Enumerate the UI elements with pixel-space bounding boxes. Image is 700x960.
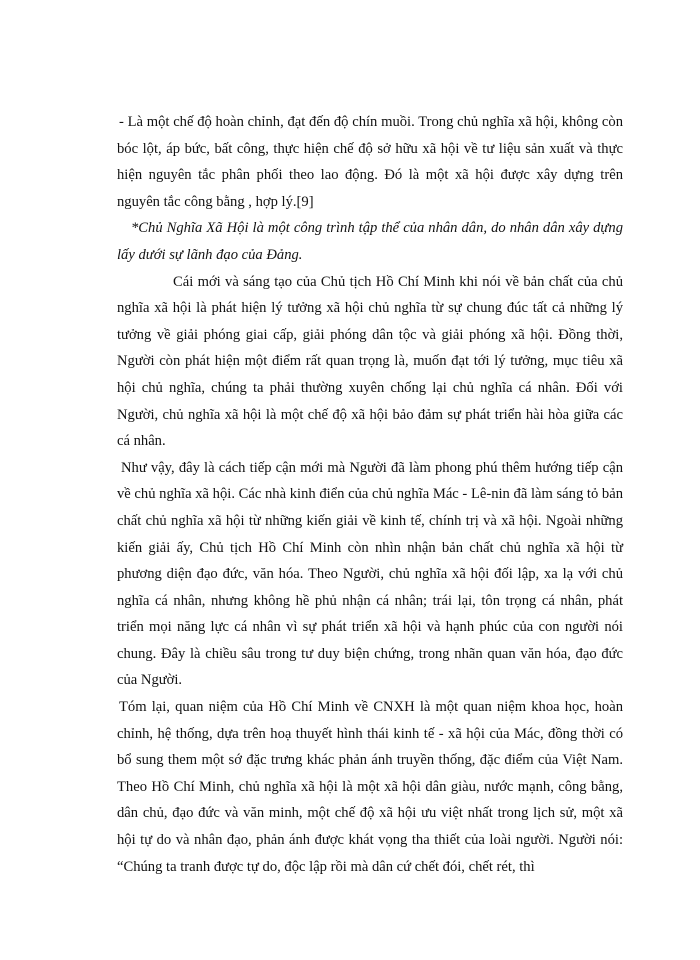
paragraph-2: Cái mới và sáng tạo của Chủ tịch Hồ Chí Minh khi nói về bản chất của chủ nghĩa xã hội là phát hiện lý tưởng xã hội chủ nghĩa từ sự chung đúc tất cả những lý tưởng về giải phóng giai cấp, giải phóng dân tộc và giải phóng xã hội. Đồng thời, Người còn phát hiện một điểm rất quan trọng là, muốn đạt tới lý tưởng, mục tiêu xã hội chủ nghĩa, chúng ta phải thường xuyên chống lại chủ nghĩa cá nhân. Đối với Người, chủ nghĩa xã hội là một chế độ xã hội bảo đảm sự phát triển hài hòa giữa các cá nhân. [117, 273, 623, 450]
section-heading: *Chủ Nghĩa Xã Hội là một công trình tập thể của nhân dân, do nhân dân xây dựng lấy dưới sự lãnh đạo của Đảng. [117, 220, 623, 263]
paragraph-4: Tóm lại, quan niệm của Hồ Chí Minh về CNXH là một quan niệm khoa học, hoàn chỉnh, hệ thống, dựa trên hoạ thuyết hình thái kinh tế - xã hội của Mác, đồng thời có bổ sung them một sớ đặc trưng khác phản ánh truyền thống, đặc điểm của Việt Nam. Theo Hồ Chí Minh, chủ nghĩa xã hội là một xã hội dân giàu, nước mạnh, công bằng, dân chủ, đạo đức và văn minh, một chế độ xã hội ưu việt nhất trong lịch sử, một xã hội tự do và nhân đạo, phản ánh được khát vọng tha thiết của loài người. Người nói: “Chúng ta tranh được tự do, độc lập rồi mà dân cứ chết đói, chết rét, thì [117, 699, 623, 875]
document-page [117, 109, 623, 880]
paragraph-1: - Là một chế độ hoàn chỉnh, đạt đến độ chín muồi. Trong chủ nghĩa xã hội, không còn bóc lột, áp bức, bất công, thực hiện chế độ sở hữu xã hội về tư liệu sản xuất và thực hiện nguyên tắc phân phối theo lao động. Đó là một xã hội được xây dựng trên nguyên tắc công bằng , hợp lý.[9] [117, 114, 623, 210]
paragraph-3: Như vậy, đây là cách tiếp cận mới mà Người đã làm phong phú thêm hướng tiếp cận về chủ nghĩa xã hội. Các nhà kinh điển của chủ nghĩa Mác - Lê-nin đã làm sáng tỏ bản chất chủ nghĩa xã hội từ những kiến giải về kinh tế, chính trị và xã hội. Ngoài những kiến giải ấy, Chủ tịch Hồ Chí Minh còn nhìn nhận bản chất chủ nghĩa xã hội từ phương diện đạo đức, văn hóa. Theo Người, chủ nghĩa xã hội đối lập, xa lạ với chủ nghĩa cá nhân, nhưng không hề phủ nhận cá nhân; trái lại, tôn trọng cá nhân, phát triển mọi năng lực cá nhân vì sự phát triển xã hội và hạnh phúc của con người nói chung. Đây là chiều sâu trong tư duy biện chứng, trong nhãn quan văn hóa, đạo đức của Người. [117, 459, 623, 689]
